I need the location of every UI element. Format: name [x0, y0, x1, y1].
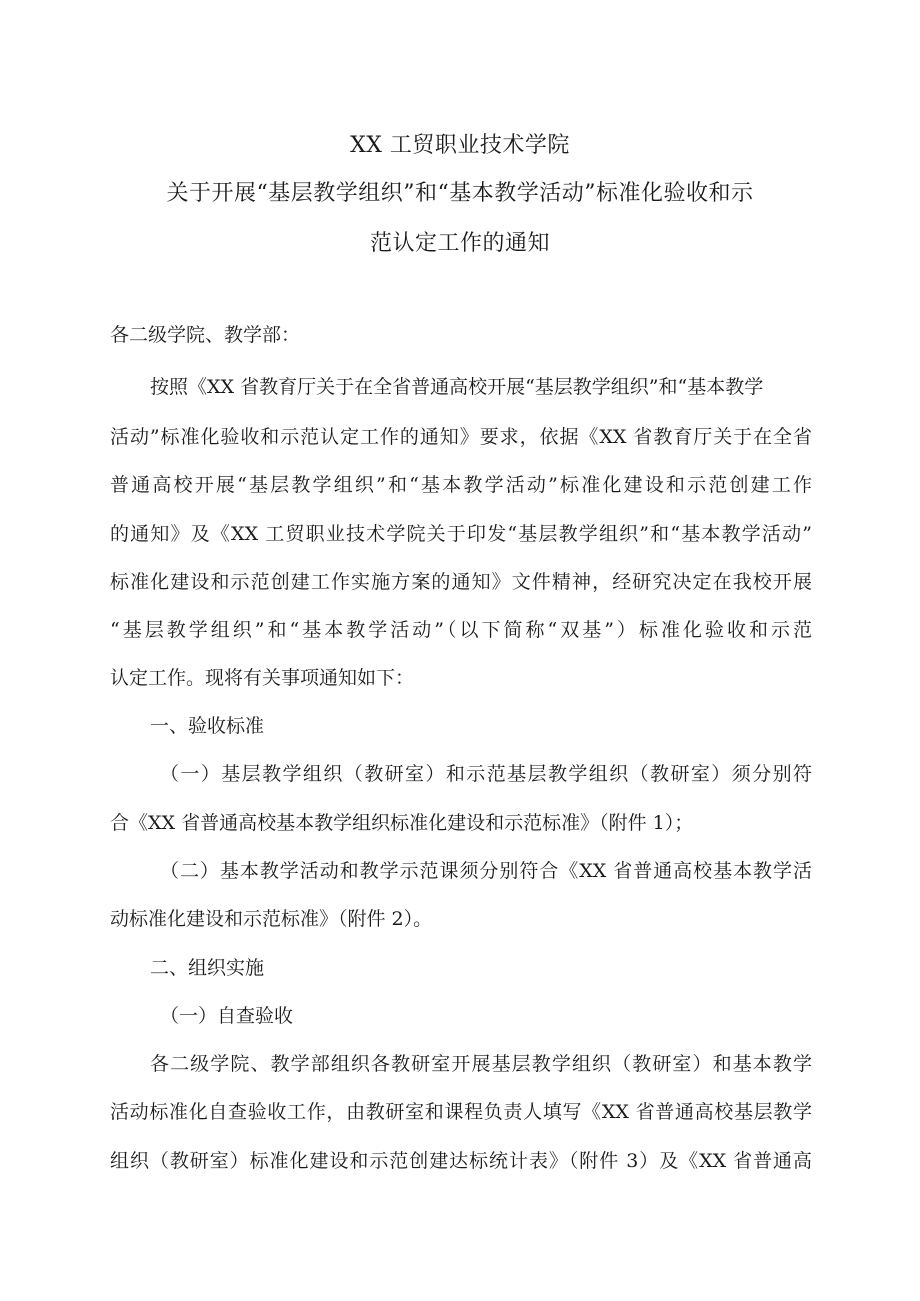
section-heading: 二、组织实施 — [150, 957, 265, 979]
subsection-heading: （一）自查验收 — [160, 1005, 294, 1027]
intro-line: 认定工作。现将有关事项通知如下： — [110, 667, 415, 689]
salutation: 各二级学院、教学部： — [110, 324, 301, 346]
paragraph-line: 组织（教研室）标准化建设和示范创建达标统计表》（附件 3）及《XX 省普通高 — [110, 1150, 812, 1172]
section-item-line: （一）基层教学组织（教研室）和示范基层教学组织（教研室）须分别符 — [160, 763, 812, 785]
intro-line: 的通知》及《XX 工贸职业技术学院关于印发“基层教学组织”和“基本教学活动” — [110, 523, 812, 545]
intro-line: 活动”标准化验收和示范认定工作的通知》要求，依据《XX 省教育厅关于在全省 — [110, 426, 812, 448]
intro-line: 普通高校开展“基层教学组织”和“基本教学活动”标准化建设和示范创建工作 — [110, 474, 812, 496]
section-item-line: 合《XX 省普通高校基本教学组织标准化建设和示范标准》（附件 1）； — [110, 812, 694, 834]
intro-line: 按照《XX 省教育厅关于在全省普通高校开展“基层教学组织”和“基本教学 — [150, 376, 764, 398]
section-heading: 一、验收标准 — [150, 715, 265, 737]
org-name: XX 工贸职业技术学院 — [350, 133, 570, 158]
notice-title-line-2: 范认定工作的通知 — [369, 231, 550, 256]
section-item-line: 动标准化建设和示范标准》（附件 2）。 — [110, 908, 433, 930]
intro-line: 标准化建设和示范创建工作实施方案的通知》文件精神，经研究决定在我校开展 — [110, 571, 812, 593]
notice-title-line-1: 关于开展“基层教学组织”和“基本教学活动”标准化验收和示 — [166, 181, 754, 206]
paragraph-line: 各二级学院、教学部组织各教研室开展基层教学组织（教研室）和基本教学 — [150, 1053, 812, 1075]
section-item-line: （二）基本教学活动和教学示范课须分别符合《XX 省普通高校基本教学活 — [160, 860, 812, 882]
paragraph-line: 活动标准化自查验收工作，由教研室和课程负责人填写《XX 省普通高校基层教学 — [110, 1101, 812, 1123]
intro-line: “基层教学组织”和“基本教学活动”（以下简称“双基”）标准化验收和示范 — [110, 619, 812, 641]
